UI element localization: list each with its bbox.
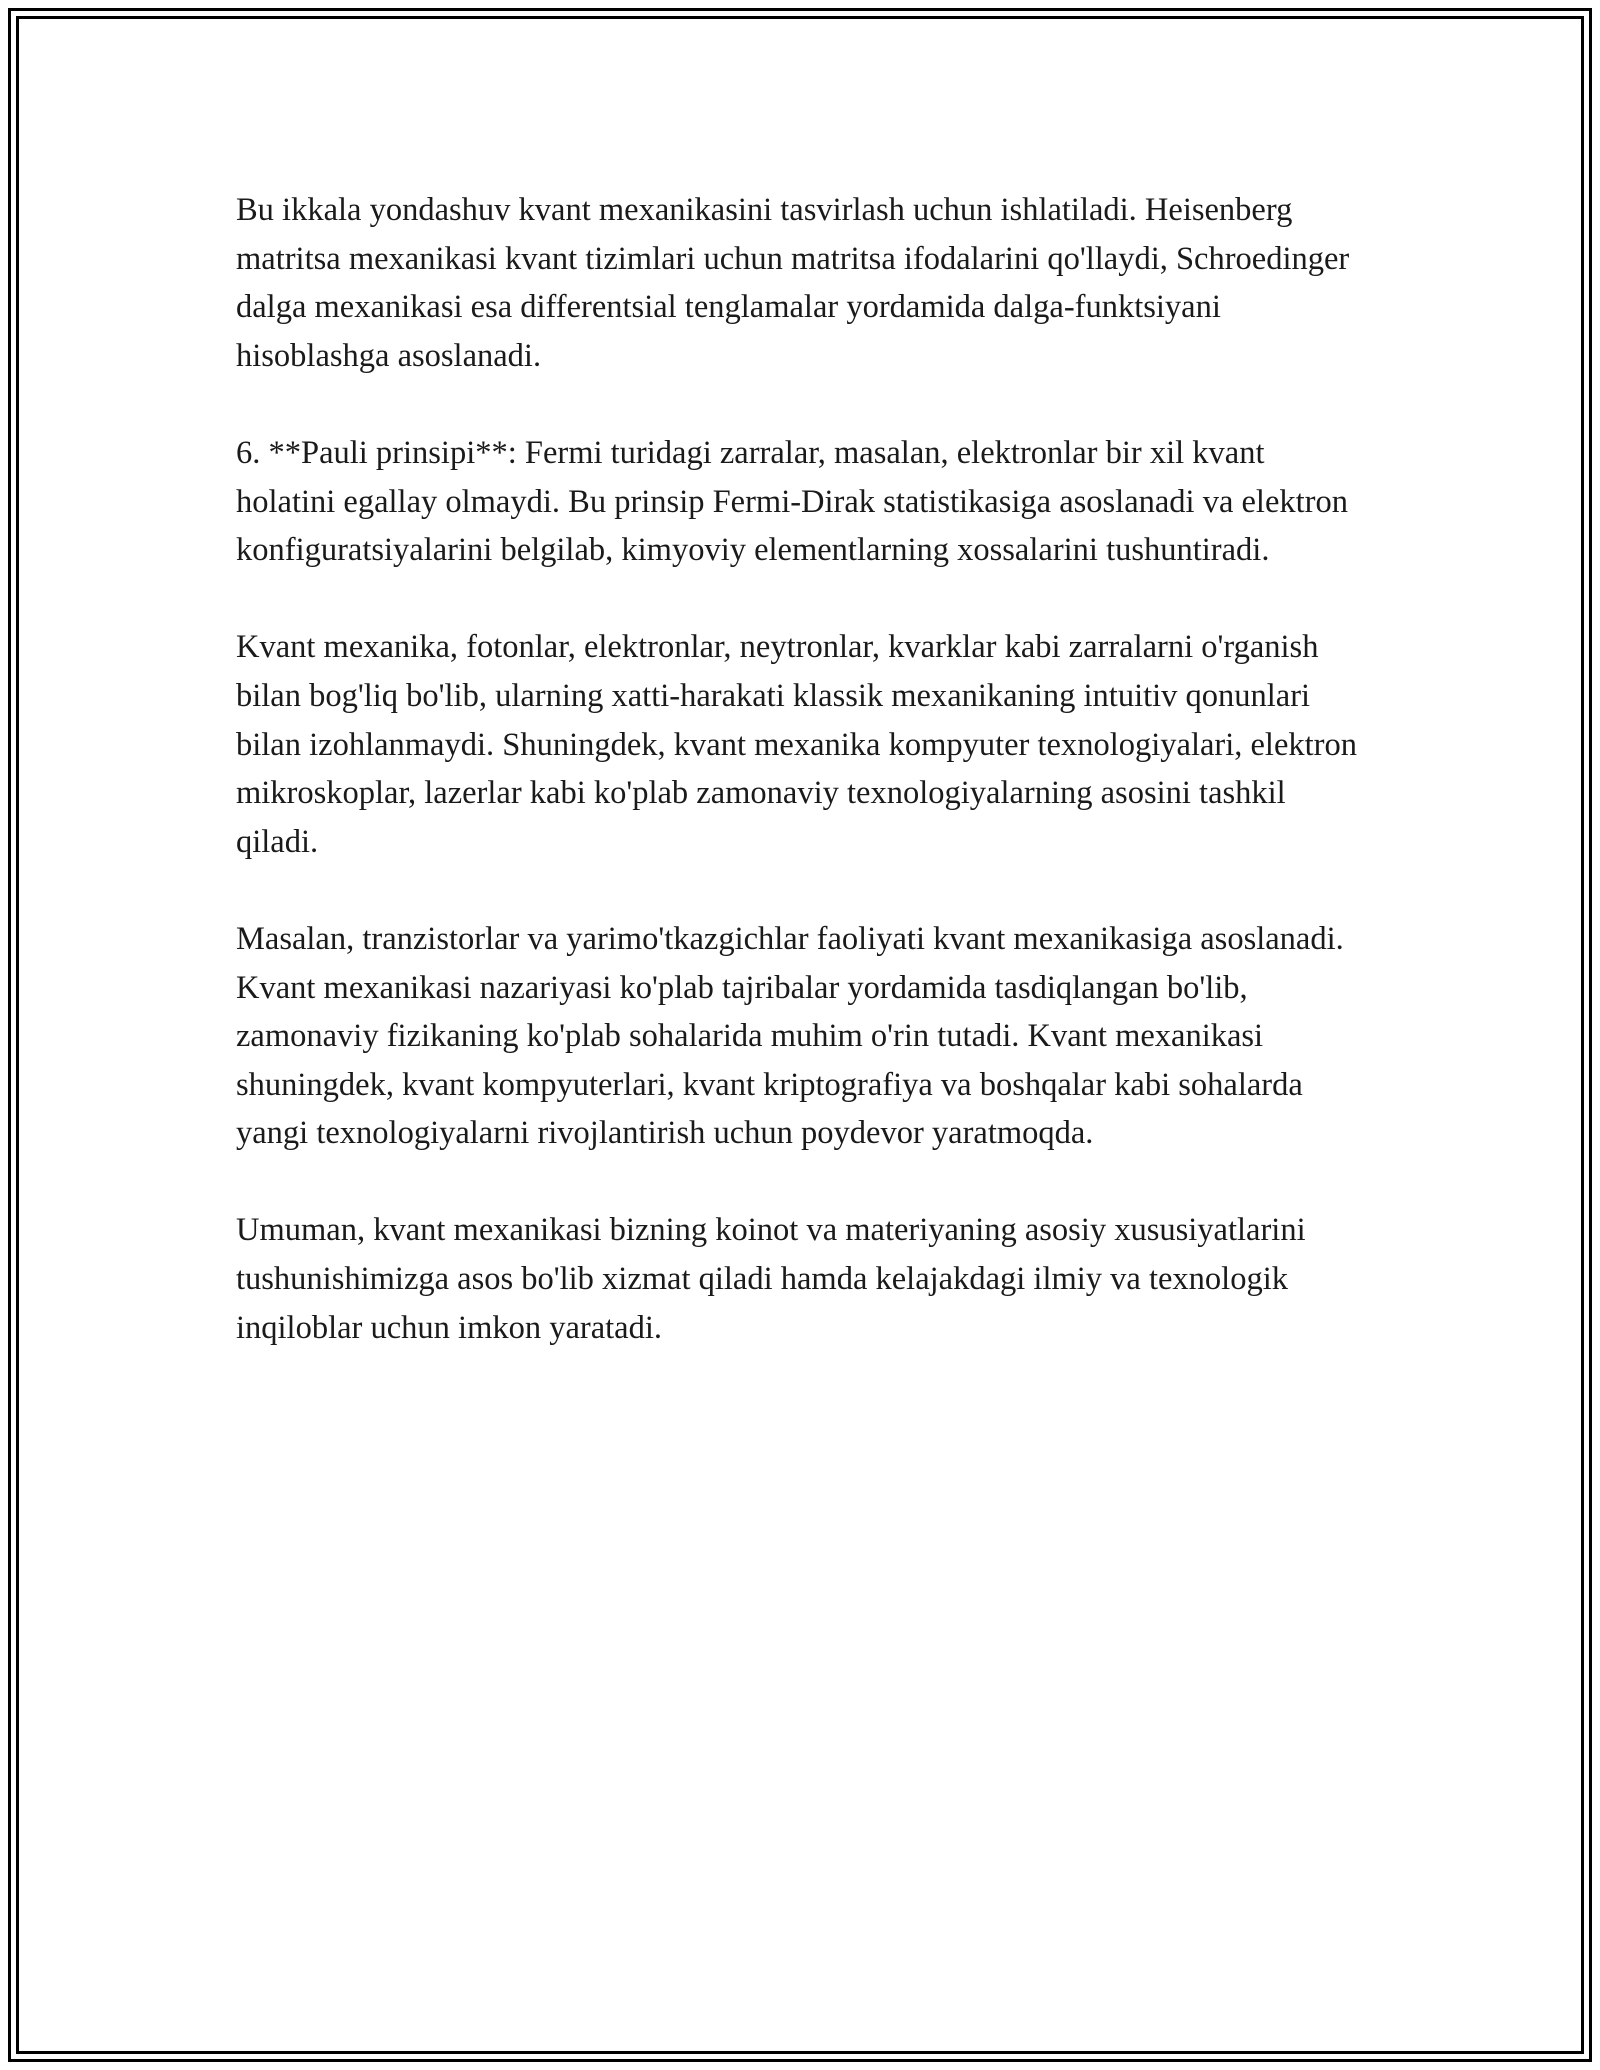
paragraph-pauli-principle: 6. **Pauli prinsipi**: Fermi turidagi zarralar, masalan, elektronlar bir xil kvant holatini egallay olmaydi. Bu prinsip Fermi-Dirak statistikasiga asoslanadi va elektron konfiguratsiyalarini belgilab, kimyoviy elementlarning xossalarini tushuntiradi. [236, 434, 1348, 569]
paragraph-applications: Masalan, tranzistorlar va yarimo'tkazgichlar faoliyati kvant mexanikasiga asoslanadi. Kvant mexanikasi nazariyasi ko'plab tajribalar yordamida tasdiqlangan bo'lib, zamonaviy fizikaning ko'plab sohalarida muhim o'rin tutadi. Kvant mexanikasi shuningdek, kvant kompyuterlari, kvant kriptografiya va boshqalar kabi sohalarda yangi texnologiyalarni rivojlantirish uchun poydevor yaratmoqda. [236, 920, 1344, 1152]
paragraph-particles: Kvant mexanika, fotonlar, elektronlar, neytronlar, kvarklar kabi zarralarni o'rganish bilan bog'liq bo'lib, ularning xatti-harakati klassik mexanikaning intuitiv qonunlari bilan izohlanmaydi. Shuningdek, kvant mexanika kompyuter texnologiyalari, elektron mikroskoplar, lazerlar kabi ko'plab zamonaviy texnologiyalarning asosini tashkil qiladi. [236, 629, 1357, 860]
paragraph-conclusion: Umuman, kvant mexanikasi bizning koinot va materiyaning asosiy xususiyatlarini tushunishimizga asos bo'lib xizmat qiladi hamda kelajakdagi ilmiy va texnologik inqiloblar uchun imkon yaratadi. [236, 1212, 1306, 1346]
document-body [236, 186, 1366, 1401]
paragraph-approaches: Bu ikkala yondashuv kvant mexanikasini tasvirlash uchun ishlatiladi. Heisenberg matritsa mexanikasi kvant tizimlari uchun matritsa ifodalarini qo'llaydi, Schroedinger dalga mexanikasi esa differentsial tenglamalar yordamida dalga-funktsiyani hisoblashga asoslanadi. [236, 192, 1350, 374]
